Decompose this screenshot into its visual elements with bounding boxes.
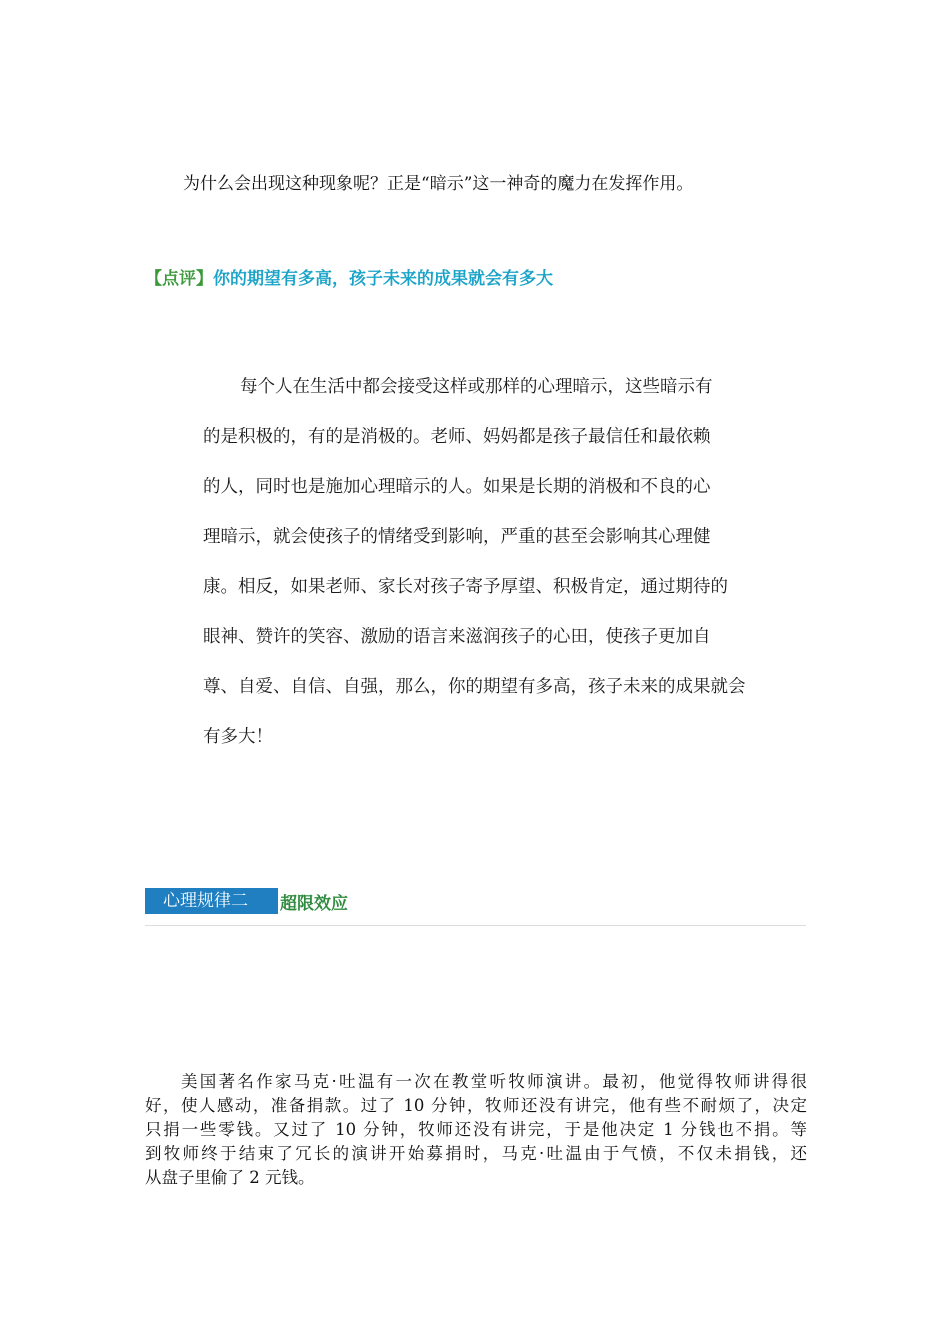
section-label: 心理规律二 bbox=[145, 888, 278, 914]
story-line: 到牧师终于结束了冗长的演讲开始募捐时，马克·吐温由于气愤，不仅未捐钱，还 bbox=[145, 1144, 807, 1163]
story-line: 从盘子里偷了 2 元钱。 bbox=[145, 1168, 315, 1187]
comment-heading bbox=[145, 267, 553, 291]
story-line: 美国著名作家马克·吐温有一次在教堂听牧师演讲。最初，他觉得牧师讲得很 bbox=[181, 1072, 807, 1091]
story-paragraph bbox=[145, 1070, 807, 1190]
comment-line: 康。相反，如果老师、家长对孩子寄予厚望、积极肯定，通过期待的 bbox=[203, 577, 728, 597]
comment-tag: 【点评】 bbox=[145, 269, 213, 289]
comment-line: 有多大！ bbox=[203, 727, 273, 747]
section-divider bbox=[145, 925, 806, 926]
comment-line: 的是积极的，有的是消极的。老师、妈妈都是孩子最信任和最依赖 bbox=[203, 427, 711, 447]
section-title: 超限效应 bbox=[280, 893, 348, 914]
comment-line: 的人，同时也是施加心理暗示的人。如果是长期的消极和不良的心 bbox=[203, 477, 711, 497]
section-header bbox=[145, 888, 348, 914]
comment-line: 理暗示，就会使孩子的情绪受到影响，严重的甚至会影响其心理健 bbox=[203, 527, 711, 547]
comment-title: 你的期望有多高，孩子未来的成果就会有多大 bbox=[213, 269, 553, 289]
comment-line: 每个人在生活中都会接受这样或那样的心理暗示，这些暗示有 bbox=[240, 377, 713, 397]
comment-body bbox=[203, 362, 751, 762]
story-line: 只捐一些零钱。又过了 10 分钟，牧师还没有讲完，于是他决定 1 分钱也不捐。等 bbox=[145, 1120, 807, 1139]
comment-line: 尊、自爱、自信、自强，那么，你的期望有多高，孩子未来的成果就会 bbox=[203, 677, 746, 697]
comment-line: 眼神、赞许的笑容、激励的语言来滋润孩子的心田，使孩子更加自 bbox=[203, 627, 711, 647]
intro-paragraph: 为什么会出现这种现象呢？正是“暗示”这一神奇的魔力在发挥作用。 bbox=[183, 174, 694, 194]
story-line: 好，使人感动，准备捐款。过了 10 分钟，牧师还没有讲完，他有些不耐烦了，决定 bbox=[145, 1096, 807, 1115]
